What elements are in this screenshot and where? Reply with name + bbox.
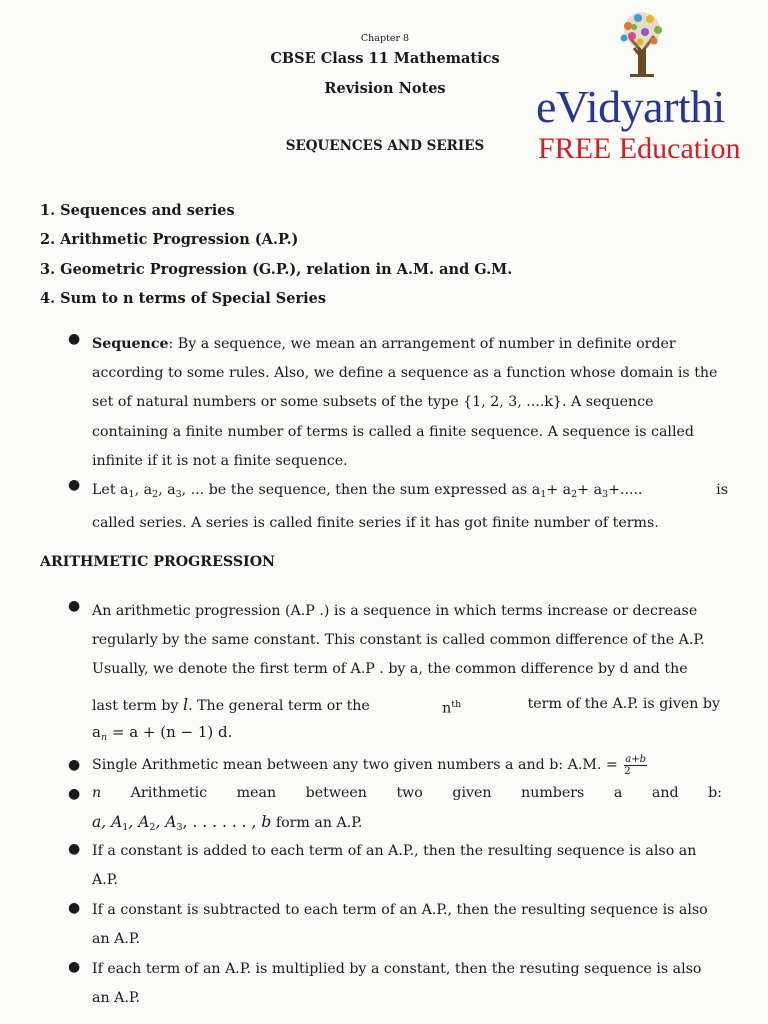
ap-property — [92, 955, 728, 1013]
bullet-icon: ● — [68, 477, 81, 493]
toc-item: 2. Arithmetic Progression (A.P.) — [40, 231, 299, 249]
series-term-1: $a_1$, — [120, 482, 140, 500]
sequence-definition — [92, 330, 728, 476]
ap-property-line: If each term of an A.P. is multiplied by a constant, then the resuting sequence is also — [92, 961, 702, 977]
series-line: called series. A series is called finite series if it has got finite number of terms. — [92, 515, 659, 532]
bullet-icon: ● — [68, 841, 81, 857]
ap-line: regularly by the same constant. This constant is called common difference of the A.P. — [92, 632, 705, 649]
n-am-word: given — [452, 785, 492, 801]
ap-property-line: an A.P. — [92, 990, 141, 1007]
ap-general-term-tail: term of the A.P. is given by — [527, 696, 720, 712]
n-am-seq-math: a, $A_1$, $A_2$, $A_3$, . . . . . . , b — [92, 813, 272, 833]
ap-last-term: last term by l. The general term or the — [92, 695, 370, 714]
bullet-icon: ● — [68, 331, 81, 347]
toc-item: 3. Geometric Progression (G.P.), relation in A.M. and G.M. — [40, 260, 513, 278]
sequence-term: Sequence — [92, 336, 169, 352]
series-sum: $a_1+ a_2+ a_3+$..... — [531, 482, 643, 500]
n-am-word: and — [651, 785, 679, 801]
sequence-line: containing a finite number of terms is called a finite sequence. A sequence is called — [92, 423, 694, 440]
document-subtitle: Revision Notes — [324, 80, 446, 97]
ap-property-line: If a constant is subtracted to each term of an A.P., then the resulting sequence is also — [92, 902, 708, 918]
n-am-word: between — [305, 785, 367, 801]
brand-tagline: FREE Education — [538, 132, 741, 165]
topic-heading: SEQUENCES AND SERIES — [285, 138, 485, 154]
series-definition — [92, 476, 728, 538]
series-term-3: $a_3$ — [167, 482, 182, 500]
toc-item: 1. Sequences and series — [40, 202, 235, 219]
n-am-word: Arithmetic — [130, 785, 208, 801]
table-of-contents — [40, 200, 512, 317]
ap-line: Usually, we denote the first term of A.P . by a, the common difference by d and the — [92, 661, 688, 678]
bullet-icon: ● — [68, 959, 81, 975]
ap-definition — [92, 597, 728, 685]
bullet-icon: ● — [68, 900, 81, 916]
n-am-word: a — [613, 785, 623, 801]
n-am-word: two — [396, 785, 423, 801]
bullet-icon: ● — [68, 598, 81, 614]
evidyarthi-logo — [530, 8, 755, 173]
n-am-line — [92, 779, 722, 808]
ap-property-line: If a constant is added to each term of an A.P., then the resulting sequence is also an — [92, 843, 697, 859]
series-let: Let — [92, 482, 116, 498]
series-term-2: $a_2$, — [143, 482, 163, 500]
ap-property — [92, 837, 728, 895]
sequence-line: set of natural numbers or some subsets of the type {1, 2, 3, ....k}. A sequence — [92, 394, 654, 411]
n-am-word: numbers — [521, 785, 585, 801]
section-heading: ARITHMETIC PROGRESSION — [40, 554, 276, 570]
sequence-line-text: : By a sequence, we mean an arrangement of number in definite order — [168, 336, 676, 352]
ap-property-line: A.P. — [92, 872, 118, 889]
n-am-word: b: — [708, 785, 722, 801]
series-line — [92, 476, 728, 509]
bullet-icon: ● — [68, 757, 81, 773]
document-title: CBSE Class 11 Mathematics — [270, 50, 500, 67]
nth-term: $n^{th}$ — [442, 699, 462, 717]
single-am-text: Single Arithmetic mean between any two given numbers a and b: A.M. = — [92, 757, 618, 773]
chapter-label: Chapter 8 — [360, 33, 410, 44]
ap-property-line: an A.P. — [92, 931, 141, 948]
sequence-line — [92, 330, 728, 359]
series-is: is — [716, 482, 728, 498]
single-am — [92, 751, 728, 780]
n-am-seq-tail: form an A.P. — [271, 815, 363, 831]
tree-icon — [612, 8, 672, 80]
series-line-start — [92, 476, 643, 509]
ap-general-term-formula: $a_n = a + (n - 1)$ d. — [92, 723, 233, 743]
n-symbol: n — [92, 785, 102, 801]
bullet-icon: ● — [68, 786, 81, 802]
ap-line: An arithmetic progression (A.P .) is a sequence in which terms increase or decrease — [92, 603, 698, 619]
brand-name: eVidyarthi — [536, 81, 725, 132]
am-fraction: $\frac{a+b}{2}$ — [624, 753, 647, 777]
sequence-line: infinite if it is not a finite sequence. — [92, 452, 348, 469]
ap-property — [92, 896, 728, 954]
sequence-line: according to some rules. Also, we define a sequence as a function whose domain is the — [92, 365, 718, 382]
series-dots: , ... be the sequence, then the sum expressed as — [181, 482, 528, 498]
n-am-word: mean — [236, 785, 277, 801]
toc-item: 4. Sum to n terms of Special Series — [40, 289, 327, 307]
